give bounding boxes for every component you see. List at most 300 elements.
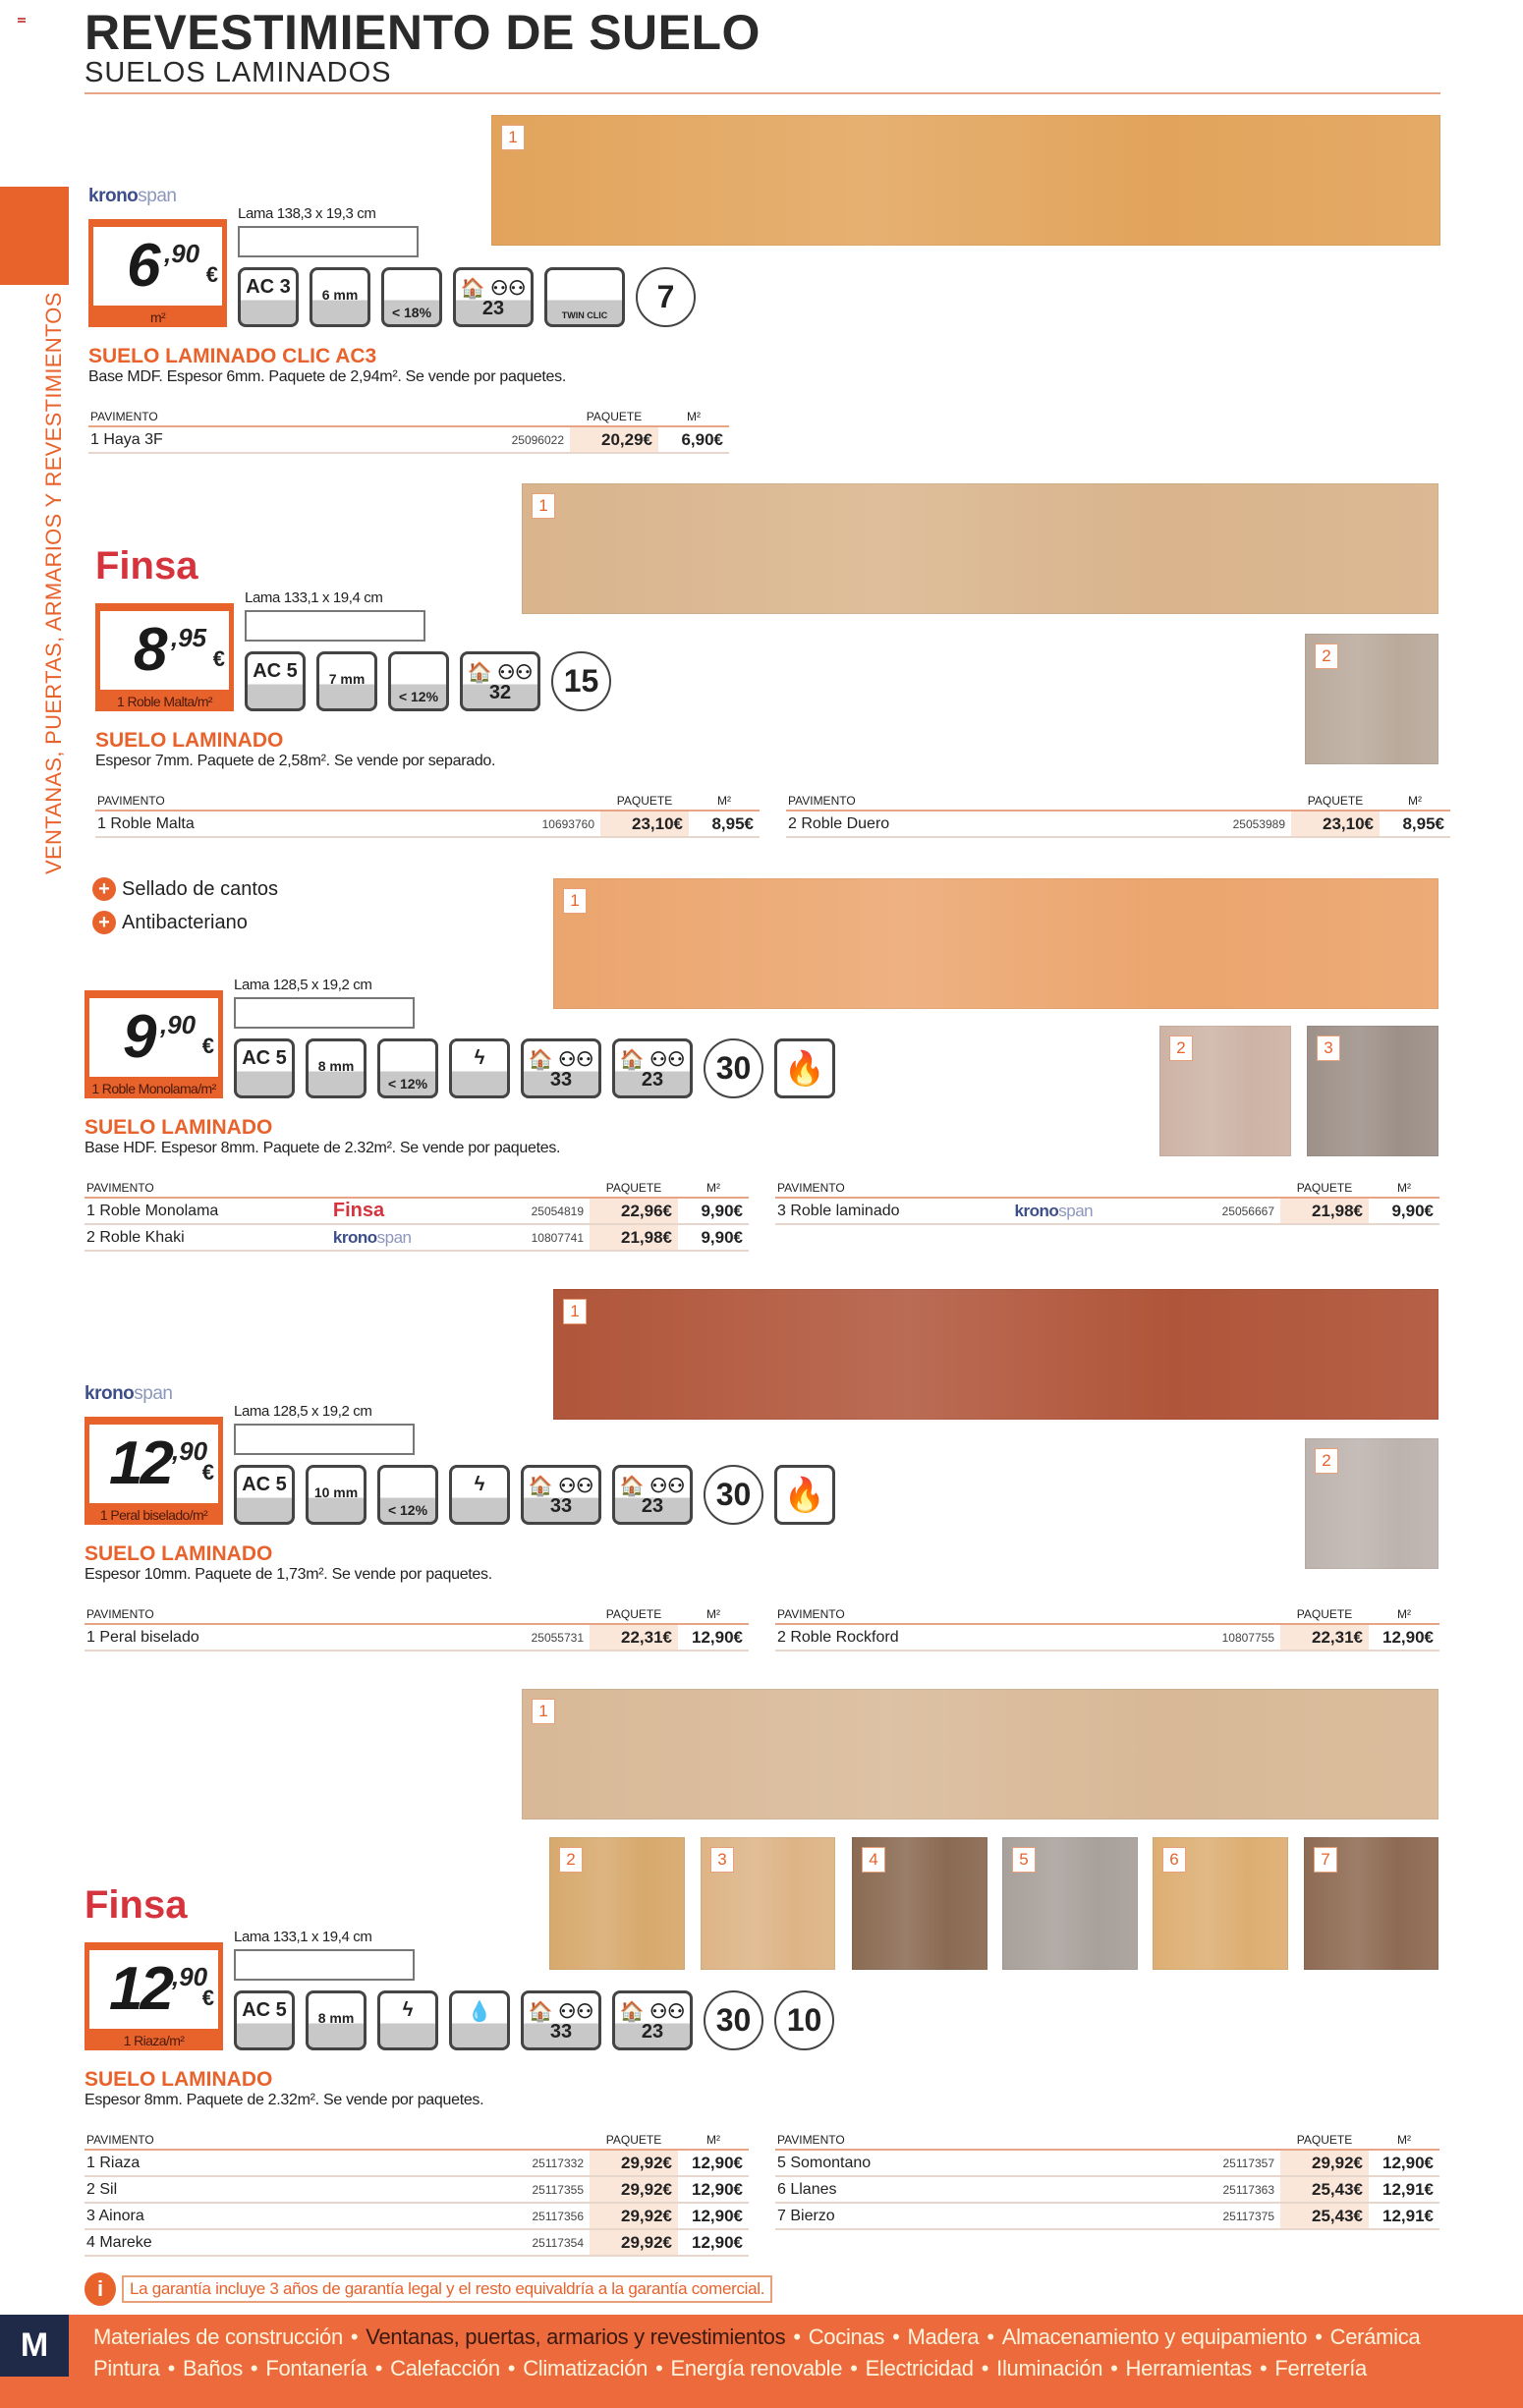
currency: € [201,1034,214,1058]
footer-category-link[interactable]: Cerámica [1329,2324,1421,2349]
price-integer: 9 [123,1003,154,1071]
item-name: 1 Haya 3F [88,426,358,453]
item-name: 2 Roble Khaki [85,1224,331,1251]
antistatic-icon [449,1038,510,1098]
usage-class-icon [612,1038,693,1098]
plus-icon: + [92,877,116,901]
usage-class: 23 [481,298,505,319]
feature-icons [234,1465,835,1525]
table-row[interactable] [85,1198,749,1224]
item-pack-price: 21,98€ [1280,1198,1369,1224]
item-m2-price: 12,90€ [678,2150,749,2176]
icon-label: 💧 [467,2001,492,2023]
people-glyph: 🏠 ⚇⚇ [460,278,527,300]
price-unit: m² [149,309,166,325]
icon-label: 8 mm [317,2010,355,2026]
header-blank [358,404,570,426]
header-pack: PAQUETE [1291,788,1380,811]
header-blank [361,2127,590,2150]
header-m2: M² [678,1601,749,1624]
price-integer: 12 [109,1429,171,1497]
icon-label: 8 mm [317,1058,355,1074]
image-number-label: 6 [1162,1847,1186,1873]
humidity-icon [381,267,442,327]
price-table [775,1601,1439,1652]
side-category-label: VENTANAS, PUERTAS, ARMARIOS Y REVESTIMIENTOS [41,292,66,874]
footer-category-link[interactable]: Calefacción [390,2356,500,2380]
item-brand [331,1224,480,1251]
header-blank [480,1175,590,1198]
table-row[interactable] [775,2176,1439,2203]
header-pack: PAQUETE [590,1175,678,1198]
footer-category-link[interactable]: Energía renovable [670,2356,843,2380]
abrasion-class-icon [245,651,306,711]
footer-category-link[interactable]: Materiales de construcción [93,2324,343,2349]
abrasion-class-icon [238,267,299,327]
image-number-label: 2 [1315,1448,1338,1474]
separator-dot: • [374,2356,383,2380]
separator-dot: • [167,2356,176,2380]
header-pack: PAQUETE [600,788,689,811]
product-section [85,1383,1460,1711]
antistatic-icon [449,1465,510,1525]
price-table [85,1175,749,1252]
header-item: PAVIMENTO [85,1601,418,1624]
header-item: PAVIMENTO [775,1175,1013,1198]
table-row[interactable] [85,2229,749,2256]
price-inner [89,1950,218,2029]
section-tab [0,187,69,285]
item-m2-price: 12,90€ [678,2203,749,2229]
kronospan-logo: kronospan [85,1383,173,1404]
finsa-logo: Finsa [85,1883,188,1927]
info-icon: i [85,2272,116,2306]
table-row[interactable] [786,811,1450,837]
plank-diagram [234,1424,415,1455]
separator-dot: • [350,2324,359,2349]
item-m2-price: 9,90€ [1369,1198,1439,1224]
separator-dot: • [507,2356,516,2380]
table-row[interactable] [85,1224,749,1251]
price-table [88,404,729,454]
product-image-1[interactable] [553,1289,1438,1420]
footer-category-bar [0,2315,1523,2408]
item-pack-price: 25,43€ [1280,2203,1369,2229]
footer-category-link[interactable]: Electricidad [865,2356,974,2380]
item-pack-price: 29,92€ [590,2176,678,2203]
item-pack-price: 25,43€ [1280,2176,1369,2203]
price-table [85,1601,749,1652]
item-code: 25117356 [361,2203,590,2229]
guarantee-text: La garantía incluye 3 años de garantía legal y el resto equivaldría a la garantía comercial. [122,2275,772,2303]
warranty-icon: 30 [704,1038,763,1098]
price-table [775,2127,1439,2230]
header-blank [1116,1601,1280,1624]
click-system-icon [544,267,625,327]
separator-dot: • [655,2356,663,2380]
table-row[interactable] [95,811,760,837]
item-code: 25056667 [1167,1198,1280,1224]
item-pack-price: 29,92€ [590,2150,678,2176]
table-row[interactable] [85,2176,749,2203]
brand-logo: M [0,2315,69,2377]
icon-label: < 12% [387,1076,428,1092]
item-m2-price: 12,91€ [1369,2176,1439,2203]
usage-class: 23 [641,2021,664,2043]
product-description: Base MDF. Espesor 6mm. Paquete de 2,94m². Se vende por paquetes. [88,368,566,385]
item-m2-price: 8,95€ [1380,811,1450,837]
abrasion-class-icon [234,1465,295,1525]
item-name: 2 Sil [85,2176,361,2203]
header-item: PAVIMENTO [85,2127,361,2150]
thickness-icon [310,267,370,327]
header-m2: M² [1369,2127,1439,2150]
item-name: 7 Bierzo [775,2203,1089,2229]
title-divider [85,92,1440,94]
item-m2-price: 12,90€ [1369,1624,1439,1651]
image-number-label: 2 [1169,1036,1193,1061]
feature-label: Antibacteriano [122,911,248,933]
item-name: 2 Roble Duero [786,811,1107,837]
header-item: PAVIMENTO [85,1175,331,1198]
item-code: 25096022 [358,426,570,453]
footer-category-link[interactable]: Ventanas, puertas, armarios y revestimientos [366,2324,786,2349]
header-blank [1013,1175,1167,1198]
footer-category-link[interactable]: Climatización [523,2356,649,2380]
item-m2-price: 12,90€ [1369,2150,1439,2176]
icon-label: 7 mm [328,671,366,687]
footer-line-2 [93,2356,1367,2381]
price-table [775,1175,1439,1225]
antistatic-icon [377,1990,438,2050]
usage-class: 33 [549,1495,573,1517]
page-marker [18,18,26,23]
currency: € [201,1460,214,1484]
item-pack-price: 29,92€ [590,2203,678,2229]
humidity-icon [377,1465,438,1525]
item-m2-price: 12,90€ [678,2229,749,2256]
product-image-1[interactable] [522,483,1438,614]
item-pack-price: 21,98€ [590,1224,678,1251]
page-subtitle: SUELOS LAMINADOS [85,57,392,88]
separator-dot: • [250,2356,258,2380]
price-tag [88,219,227,327]
currency: € [212,646,225,671]
table-header [95,788,760,811]
item-m2-price: 8,95€ [689,811,760,837]
item-pack-price: 23,10€ [600,811,689,837]
table-row[interactable] [775,2150,1439,2176]
plank-size: Lama 128,5 x 19,2 cm [234,1403,372,1420]
price-tag [85,1417,223,1525]
item-code: 25117375 [1089,2203,1280,2229]
table-row[interactable] [775,1624,1439,1651]
kronospan-logo-suffix: span [376,1227,412,1247]
image-number-label: 2 [559,1847,583,1873]
fire-resistance-icon: 🔥 [774,1465,835,1525]
footer-category-link[interactable]: Pintura [93,2356,160,2380]
product-image-1[interactable] [522,1689,1438,1820]
people-glyph: 🏠 ⚇⚇ [467,662,534,684]
icon-label: 6 mm [321,287,359,303]
thickness-icon [316,651,377,711]
header-item: PAVIMENTO [775,2127,1089,2150]
header-item: PAVIMENTO [95,788,412,811]
table-header [85,2127,749,2150]
item-name: 1 Peral biselado [85,1624,418,1651]
item-m2-price: 6,90€ [658,426,729,453]
price-inner [100,611,229,690]
plank-size: Lama 138,3 x 19,3 cm [238,205,376,222]
header-m2: M² [1369,1175,1439,1198]
item-m2-price: 12,91€ [1369,2203,1439,2229]
item-code: 25117354 [361,2229,590,2256]
image-number-label: 1 [532,493,555,519]
warranty-icon: 30 [704,1990,763,2050]
header-m2: M² [678,1175,749,1198]
price-inner [93,227,222,306]
product-description: Espesor 10mm. Paquete de 1,73m². Se vende por paquetes. [85,1566,492,1583]
table-header [775,1601,1439,1624]
plank-diagram [245,610,425,642]
humidity-icon [388,651,449,711]
abrasion-class-icon [234,1990,295,2050]
item-name: 1 Roble Monolama [85,1198,331,1224]
plank-diagram [234,1949,415,1981]
feature-icons [238,267,696,327]
footer-category-link[interactable]: Baños [183,2356,243,2380]
product-description: Espesor 7mm. Paquete de 2,58m². Se vende por separado. [95,753,496,769]
item-code: 25117363 [1089,2176,1280,2203]
product-title: SUELO LAMINADO [85,1542,273,1565]
price-decimal: ,90 [172,1436,208,1466]
icon-label: < 18% [391,305,432,320]
item-name: 6 Llanes [775,2176,1089,2203]
price-tag [85,990,223,1098]
table-header [786,788,1450,811]
footer-category-link[interactable]: Cocinas [808,2324,885,2349]
usage-class-icon [460,651,540,711]
product-description: Espesor 8mm. Paquete de 2.32m². Se vende por paquetes. [85,2092,484,2108]
product-title: SUELO LAMINADO [95,729,284,752]
kronospan-logo: kronospan [88,186,177,206]
product-section [85,877,1460,1285]
item-pack-price: 22,31€ [590,1624,678,1651]
header-m2: M² [689,788,760,811]
feature-note [92,872,278,906]
feature-icons [234,1990,834,2050]
thickness-icon [306,1990,367,2050]
price-inner [89,998,218,1077]
table-row[interactable] [85,2203,749,2229]
header-m2: M² [1380,788,1450,811]
item-name: 2 Roble Rockford [775,1624,1116,1651]
header-pack: PAQUETE [1280,2127,1369,2150]
separator-dot: • [1110,2356,1118,2380]
price-table [786,788,1450,838]
price-tag [95,603,234,711]
table-row[interactable] [85,1624,749,1651]
image-number-label: 4 [862,1847,885,1873]
icon-label: ϟ [474,1474,485,1495]
item-pack-price: 22,31€ [1280,1624,1369,1651]
people-glyph: 🏠 ⚇⚇ [619,1476,686,1497]
separator-dot: • [892,2324,900,2349]
image-number-label: 3 [1317,1036,1340,1061]
product-title: SUELO LAMINADO CLIC AC3 [88,345,377,367]
usage-class-icon [612,1990,693,2050]
header-pack: PAQUETE [1280,1601,1369,1624]
people-glyph: 🏠 ⚇⚇ [528,2001,594,2023]
separator-dot: • [850,2356,858,2380]
price-unit: 1 Peral biselado/m² [99,1507,208,1523]
header-pack: PAQUETE [590,2127,678,2150]
usage-class: 32 [488,682,512,703]
header-m2: M² [1369,1601,1439,1624]
image-number-label: 7 [1314,1847,1337,1873]
icon-label: < 12% [398,689,439,704]
product-description: Base HDF. Espesor 8mm. Paquete de 2.32m². Se vende por paquetes. [85,1140,561,1156]
header-blank [1107,788,1291,811]
image-number-label: 5 [1012,1847,1036,1873]
usage-class-icon [453,267,534,327]
usage-class-icon [521,1990,601,2050]
price-integer: 6 [127,232,158,300]
price-unit: 1 Roble Monolama/m² [91,1081,216,1096]
usage-class: 33 [549,1069,573,1091]
table-row[interactable] [775,2203,1439,2229]
footer-line-1 [93,2324,1420,2350]
table-header [88,404,729,426]
plank-diagram [238,226,419,257]
icon-label: ϟ [474,1047,485,1069]
image-number-label: 3 [710,1847,734,1873]
item-pack-price: 29,92€ [1280,2150,1369,2176]
abrasion-class-icon [234,1038,295,1098]
table-row[interactable] [85,2150,749,2176]
table-header [775,1175,1439,1198]
kronospan-logo: kronospan [1014,1201,1094,1220]
item-code: 25117355 [361,2176,590,2203]
finsa-logo: Finsa [332,1200,385,1221]
price-table [95,788,760,838]
separator-dot: • [1315,2324,1323,2349]
warranty-icon: 30 [704,1465,763,1525]
item-m2-price: 9,90€ [678,1198,749,1224]
product-title: SUELO LAMINADO [85,2068,273,2091]
footer-category-link[interactable]: Fontanería [265,2356,367,2380]
fire-resistance-icon: 🔥 [774,1038,835,1098]
footer-category-link[interactable]: Iluminación [996,2356,1103,2380]
header-item: PAVIMENTO [88,404,358,426]
item-code: 10807741 [480,1224,590,1251]
table-header [85,1601,749,1624]
icon-label: 10 mm [313,1484,359,1500]
item-name: 1 Roble Malta [95,811,412,837]
item-code: 10693760 [412,811,600,837]
icon-label: < 12% [387,1502,428,1518]
feature-label: Sellado de cantos [122,877,279,900]
icon-label: AC 5 [242,1047,287,1069]
item-code: 25117357 [1089,2150,1280,2176]
image-number-label: 1 [563,1299,587,1324]
finsa-logo: Finsa [95,544,198,588]
plank-size: Lama 128,5 x 19,2 cm [234,977,372,993]
feature-icons [245,651,611,711]
price-decimal: ,90 [164,239,200,268]
item-code: 10807755 [1116,1624,1280,1651]
separator-dot: • [793,2324,801,2349]
currency: € [205,262,218,287]
header-item: PAVIMENTO [786,788,1107,811]
usage-class: 33 [549,2021,573,2043]
image-number-label: 1 [532,1699,555,1724]
usage-class-icon [521,1038,601,1098]
header-pack: PAQUETE [570,404,658,426]
plank-size: Lama 133,1 x 19,4 cm [245,589,383,606]
item-name: 1 Riaza [85,2150,361,2176]
price-tag [85,1942,223,2050]
icon-label: ϟ [402,1999,414,2021]
item-code: 25053989 [1107,811,1291,837]
feature-icons [234,1038,835,1098]
item-code: 25054819 [480,1198,590,1224]
people-glyph: 🏠 ⚇⚇ [528,1476,594,1497]
header-pack: PAQUETE [590,1601,678,1624]
price-integer: 8 [134,616,165,684]
footer-category-link[interactable]: Almacenamiento y equipamiento [1001,2324,1308,2349]
table-row[interactable] [775,1198,1439,1224]
table-row[interactable] [88,426,729,453]
icon-label: TWIN CLIC [561,310,608,320]
item-name: 3 Ainora [85,2203,361,2229]
item-m2-price: 9,90€ [678,1224,749,1251]
footer-category-link[interactable]: Herramientas [1125,2356,1252,2380]
icon-label: AC 5 [242,1999,287,2021]
icon-label: AC 5 [242,1474,287,1495]
usage-class: 23 [641,1495,664,1517]
usage-class: 23 [641,1069,664,1091]
usage-class-icon [521,1465,601,1525]
item-pack-price: 22,96€ [590,1198,678,1224]
footer-category-link[interactable]: Madera [907,2324,980,2349]
image-number-label: 1 [563,888,587,914]
item-brand [1013,1198,1167,1224]
price-decimal: ,95 [171,623,207,652]
product-title: SUELO LAMINADO [85,1116,273,1139]
table-header [85,1175,749,1198]
currency: € [201,1986,214,2010]
separator-dot: • [981,2356,989,2380]
price-unit: 1 Riaza/m² [123,2033,185,2048]
thickness-icon [306,1465,367,1525]
item-m2-price: 12,90€ [678,1624,749,1651]
footer-category-link[interactable]: Ferretería [1274,2356,1367,2380]
guarantee-note [85,2272,772,2306]
plank-size: Lama 133,1 x 19,4 cm [234,1929,372,1945]
item-m2-price: 12,90€ [678,2176,749,2203]
price-decimal: ,90 [160,1010,197,1039]
page-title: REVESTIMIENTO DE SUELO [85,5,761,60]
warranty-icon: 15 [551,651,611,711]
warranty-icon: 7 [636,267,696,327]
product-section [88,186,1464,514]
humidity-icon [377,1038,438,1098]
people-glyph: 🏠 ⚇⚇ [619,1049,686,1071]
product-section [85,1883,1460,2252]
image-number-label: 1 [501,125,525,150]
item-pack-price: 20,29€ [570,426,658,453]
